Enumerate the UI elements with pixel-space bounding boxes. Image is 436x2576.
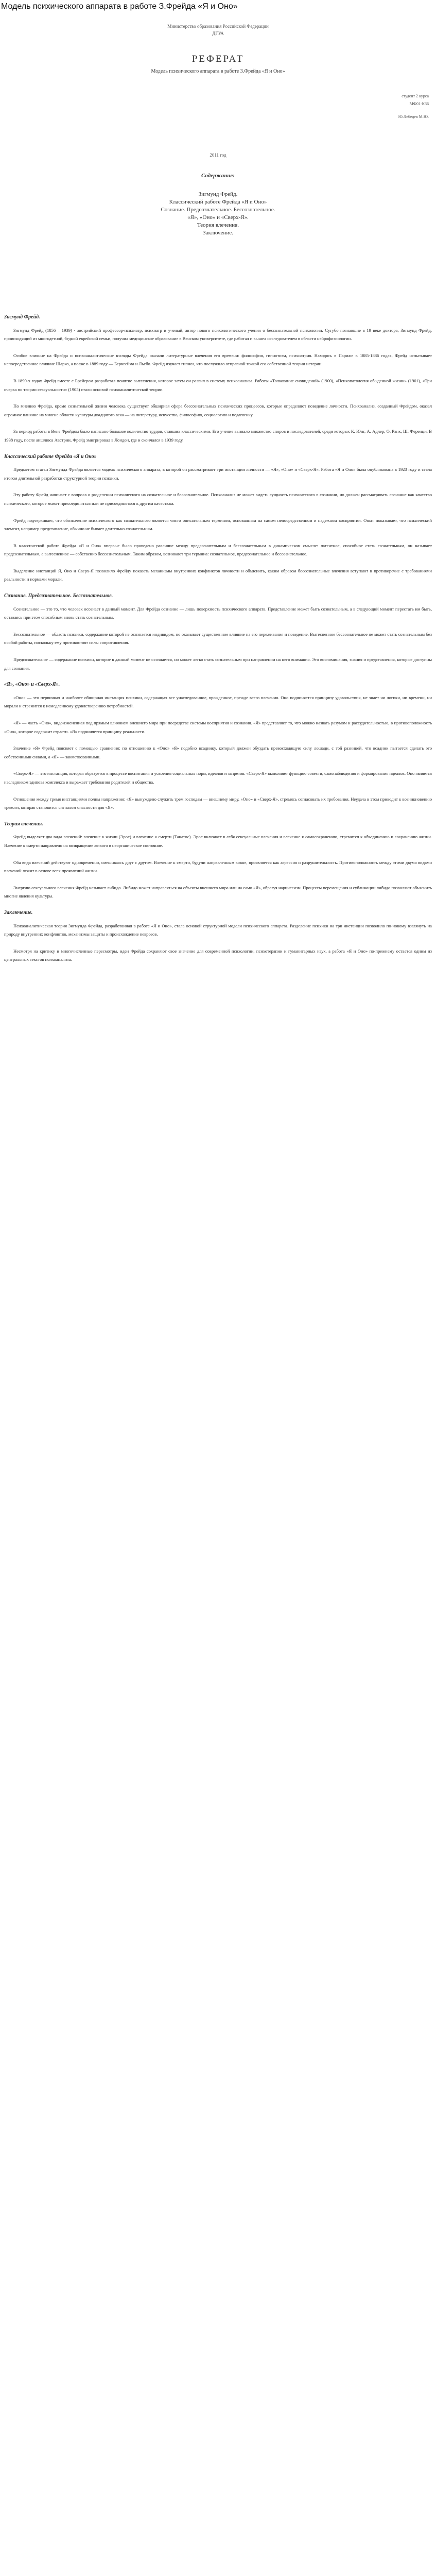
section-paragraph: Отношения между тремя инстанциями полны напряжения: «Я» вынуждено служить трем господам — внешнему миру, «Оно» и «Сверх-Я», стремясь согласовать их требования. Неудача в этом приводит к возникновению тревоги, которая становится сигналом опасности для «Я».	[4, 796, 432, 810]
document-title: РЕФЕРАТ	[191, 54, 245, 64]
section-paragraph: Фрейд подчеркивает, что обозначение психического как сознательного является чисто описательным термином, основанным на самом непосредственном и надежном восприятии. Опыт показывает, что психический элемент, например представление, обычно не бывает длительно сознательным.	[4, 517, 432, 532]
section-paragraph: В классической работе Фрейда «Я и Оно» впервые было проведено различие между предсознательным и бессознательным в динамическом смысле: латентное, способное стать сознательным, он называет предсознательным, а вытесненное — собственно бессознательным. Таким образом, возникают три термина: сознательное, предсознательное и бессознательное.	[4, 543, 432, 557]
section-paragraph: Предметом статьи Зигмунда Фрейда является модель психического аппарата, в которой он рассматривает три инстанции личности — «Я», «Оно» и «Сверх-Я». Работа «Я и Оно» была опубликована в 1923 году и стала итогом длительной разработки структурной теории психики.	[4, 467, 432, 481]
section-heading: «Я», «Оно» и «Сверх-Я».	[4, 682, 60, 688]
section-paragraph: «Оно» — это первичная и наиболее обширная инстанция психики, содержащая все унаследованное, врожденное, прежде всего влечения. Оно подчиняется принципу удовольствия, не знает ни логики, ни времени, ни морали и стремится к немедленному удовлетворению потребностей.	[4, 694, 432, 709]
author-name: Ю.Лебедев М.Ю.	[398, 114, 429, 119]
section-paragraph: Оба вида влечений действуют одновременно, смешиваясь друг с другом. Влечение к смерти, будучи направленным вовне, проявляется как агрессия и разрушительность. Противоположность между этими двумя видами влечений лежит в основе всех проявлений жизни.	[4, 859, 432, 874]
section-paragraph: Особое влияние на Фрейда и психоаналитические взгляды Фрейда оказали литературные влечения его времени: философия, гипнотизм, психиатрия. Находясь в Париже в 1885-1886 годах, Фрейд испытывает непосредственное влияние Шарко, а позже в 1889 году — Бернгейма и Льебо. Фрейд изучает гипноз, что послужило отправной точкой его собственной теории истерии.	[4, 352, 432, 367]
page-title: Модель психического аппарата в работе З.Фрейда «Я и Оно»	[1, 2, 238, 11]
section-paragraph: Несмотря на критику и многочисленные пересмотры, идеи Фрейда сохраняют свое значение для современной психологии, психотерапии и гуманитарных наук, а работа «Я и Оно» по-прежнему остается одним из центральных текстов психоанализа.	[4, 948, 432, 962]
section-paragraph: «Я» — часть «Оно», видоизмененная под прямым влиянием внешнего мира при посредстве системы восприятия и сознания. «Я» представляет то, что можно назвать разумом и рассудительностью, в противоположность «Оно», которое содержит страсти. «Я» подчиняется принципу реальности.	[4, 720, 432, 734]
contents-item: Теория влечения.	[197, 222, 239, 228]
section-paragraph: По мнению Фрейда, кроме сознательной жизни человека существует обширная сфера бессознательных психических процессов, которые определяют поведение личности. Психоанализ, созданный Фрейдом, оказал огромное влияние на многие области культуры двадцатого века — на литературу, искусство, философию, социологию и педагогику.	[4, 403, 432, 417]
document-subtitle: Модель психического аппарата в работе З.Фрейда «Я и Оно»	[151, 69, 285, 74]
student-group: МФ01-КЗ6	[409, 101, 429, 106]
section-heading: Зигмунд Фрейд.	[4, 314, 40, 320]
section-paragraph: В 1890-х годах Фрейд вместе с Брейером разработал понятие вытеснения, которое затем он развил в систему психоанализа. Работы «Толкование сновидений» (1900), «Психопатология обыденной жизни» (1901), «Три очерка по теории сексуальности» (1905) стали основой психоаналитической теории.	[4, 378, 432, 392]
section-heading: Сознание. Предсознательное. Бессознательное.	[4, 593, 113, 599]
contents-item: Заключение.	[203, 230, 233, 236]
table-of-contents	[0, 171, 436, 238]
contents-item: Зигмунд Фрейд.	[198, 191, 238, 197]
ministry-label: Министерство образования Российской Федерации	[167, 24, 269, 29]
year-label: 2011 год	[210, 152, 226, 158]
student-course: студент 2 курса	[402, 94, 429, 98]
section-paragraph: За период работы в Вене Фрейдом было написано большое количество трудов, ставших классическими. Его учение вызвало множество споров и последователей, среди которых К. Юнг, А. Адлер, О. Ранк, Ш. Ференци. В 1938 году, после аншлюса Австрии, Фрейд эмигрировал в Лондон, где и скончался в 1939 году.	[4, 429, 432, 443]
section-paragraph: Значение «Я» Фрейд поясняет с помощью сравнения: по отношению к «Оно» «Я» подобно всаднику, который должен обуздать превосходящую силу лошади, с той разницей, что всадник пытается сделать это собственными силами, а «Я» — заимствованными.	[4, 745, 432, 759]
contents-item: Классический работе Фрейда «Я и Оно»	[169, 199, 267, 205]
contents-heading: Содержание:	[201, 173, 235, 179]
university-label: ДГУА	[212, 31, 224, 36]
section-heading: Классический работе Фрейда «Я и Оно»	[4, 453, 97, 460]
section-paragraph: Сознательное — это то, что человек осознает в данный момент. Для Фрейда сознание — лишь поверхность психического аппарата. Представление может быть сознательным, а в следующий момент перестать им быть, оставаясь при этом способным вновь стать сознательным.	[4, 606, 432, 620]
section-paragraph: Фрейд выделяет два вида влечений: влечение к жизни (Эрос) и влечение к смерти (Танатос). Эрос включает в себя сексуальные влечения и влечение к самосохранению, стремится к объединению и сохранению жизни. Влечение к смерти направлено на возвращение живого в неорганическое состояние.	[4, 834, 432, 848]
section-paragraph: Энергию сексуального влечения Фрейд называет либидо. Либидо может направляться на объекты внешнего мира или на само «Я», образуя нарциссизм. Процессы перемещения и сублимации либидо позволяют объяснить многие явления культуры.	[4, 885, 432, 899]
section-paragraph: Зигмунд Фрейд (1856 – 1939) - австрийский профессор-психиатр, психиатр и ученый, автор нового психологического учения о бессознательной психологии. Сугубо познавшие в 19 веке доктора, Зигмунд Фрейд, происходящий из многодетной, бедной еврейской семьи, получил медицинское образование в Венском университете, где работал и вышел исследователем в области нейрофизиологии.	[4, 327, 432, 342]
contents-item: «Я», «Оно» и «Сверх-Я».	[187, 214, 249, 221]
section-paragraph: Бессознательное — область психики, содержание которой не осознается индивидом, но оказывает существенное влияние на его переживания и поведение. Вытесненное бессознательное не может стать сознательным без особой работы, поскольку ему противостоят силы сопротивления.	[4, 631, 432, 646]
section-paragraph: Эту работу Фрейд начинает с вопроса о разделении психического на сознательное и бессознательное. Психоанализ не может видеть сущность психического в сознании, но должен рассматривать сознание как качество психического, которое может присоединяться или не присоединяться к другим качествам.	[4, 492, 432, 506]
section-paragraph: «Сверх-Я» — это инстанция, которая образуется в процессе воспитания и усвоения социальных норм, идеалов и запретов. «Сверх-Я» выполняет функцию совести, самонаблюдения и формирования идеалов. Оно является наследником эдипова комплекса и выражает требования родителей и общества.	[4, 771, 432, 785]
contents-item: Сознание. Предсознательное. Бессознательное.	[161, 207, 275, 213]
section-heading: Теория влечения.	[4, 821, 43, 827]
article-body	[4, 309, 432, 972]
section-heading: Заключение.	[4, 909, 33, 916]
section-paragraph: Выделение инстанций Я, Оно и Сверх-Я позволило Фрейду показать механизмы внутренних конфликтов личности и объяснить, каким образом бессознательные влечения вступают в противоречие с требованиями реальности и нормами морали.	[4, 568, 432, 582]
section-paragraph: Психоаналитическая теория Зигмунда Фрейда, разработанная в работе «Я и Оно», стала основой структурной модели психического аппарата. Разделение психики на три инстанции позволило по-новому взглянуть на природу внутренних конфликтов, механизмы защиты и происхождение неврозов.	[4, 923, 432, 937]
section-paragraph: Предсознательное — содержание психики, которое в данный момент не осознается, но может легко стать сознательным при направлении на него внимания. Это воспоминания, знания и представления, которые доступны для сознания.	[4, 657, 432, 671]
